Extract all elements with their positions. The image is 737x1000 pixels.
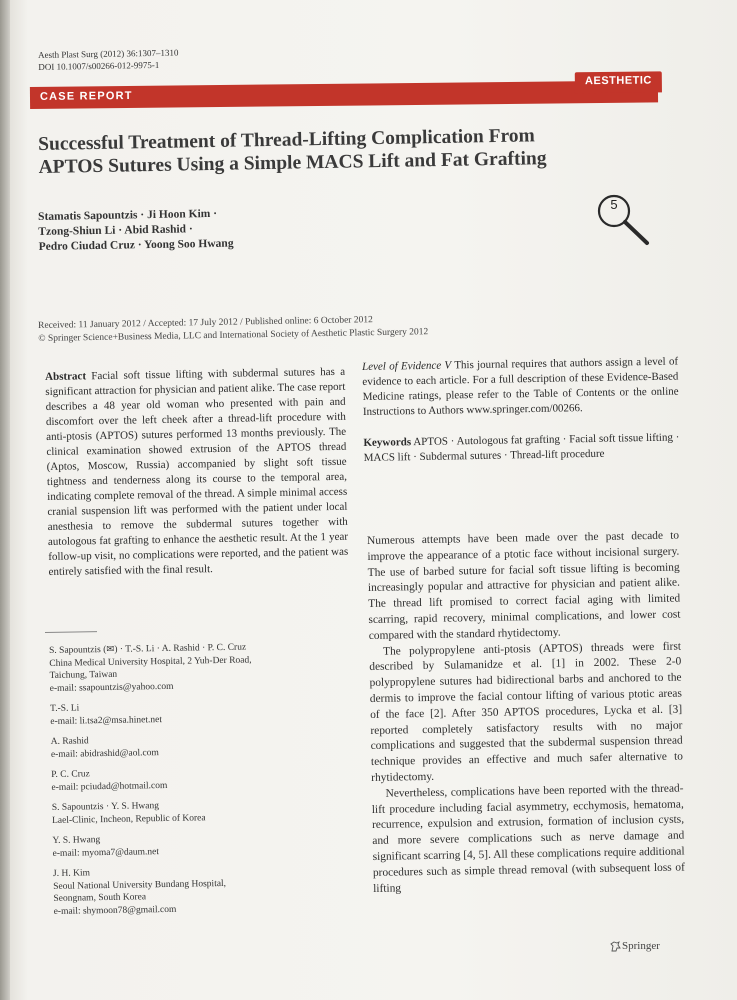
citation-line: Aesth Plast Surg (2012) 36:1307–1310 bbox=[38, 47, 179, 60]
affiliation-line: J. H. Kim bbox=[52, 868, 91, 879]
springer-horse-icon bbox=[609, 940, 622, 953]
evidence-label: Level of Evidence V bbox=[362, 359, 452, 373]
affiliation-email: e-mail: li.tsa2@msa.hinet.net bbox=[50, 714, 163, 727]
body-paragraph: The polypropylene anti-ptosis (APTOS) threads were first described by Sulamanidze et al. [1] in 2002. These 2-0 polypropylene sutures had bidirectional barbs and anchored to the dermis to improve the facial contour lifting of various ptotic areas of the face [2]. After 350 APTOS procedures, Lycka et al. [3] reported completely satisfactory results with no major complications and suggested that the subdermal suspension thread technique provides an effective and much safer alternative to rhytidectomy. bbox=[369, 640, 684, 784]
affiliation-line: T.-S. Li bbox=[50, 703, 80, 714]
affiliation bbox=[51, 731, 331, 761]
right-column-top bbox=[362, 354, 680, 465]
abstract-label: Abstract bbox=[45, 370, 87, 383]
article-title bbox=[38, 123, 599, 179]
affiliation-email: e-mail: abidrashid@aol.com bbox=[50, 747, 159, 760]
author-line: Pedro Ciudad Cruz · Yoong Soo Hwang bbox=[38, 237, 234, 253]
title-line: Successful Treatment of Thread-Lifting Complication From bbox=[38, 125, 536, 155]
affiliation-line: Lael-Clinic, Incheon, Republic of Korea bbox=[51, 812, 206, 826]
affiliation-email: e-mail: shymoon78@gmail.com bbox=[53, 904, 177, 917]
journal-citation bbox=[38, 47, 179, 73]
publisher-logo-text: Springer bbox=[622, 940, 660, 952]
affiliation-email: e-mail: ssapountzis@yahoo.com bbox=[49, 681, 174, 694]
author-line: Tzong-Shiun Li · Abid Rashid · bbox=[38, 223, 193, 238]
dates-line: Received: 11 January 2012 / Accepted: 17 July 2012 / Published online: 6 October 2012 bbox=[38, 315, 373, 331]
keywords-text: APTOS · Autologous fat grafting · Facial soft tissue lifting · MACS lift · Subdermal sutures · Thread-lift procedure bbox=[363, 431, 680, 464]
affiliations bbox=[49, 640, 334, 926]
affiliation bbox=[49, 640, 330, 695]
affiliation-line: Y. S. Hwang bbox=[52, 835, 101, 846]
affiliation-line: P. C. Cruz bbox=[51, 769, 90, 780]
affiliation-line: Seoul National University Bundang Hospital, bbox=[53, 878, 227, 892]
abstract-text: Facial soft tissue lifting with subdermal sutures has a significant attraction for physician and patient alike. The case report describes a 48 year old woman who presented with pain and discomfort over the left cheek after a thread-lift procedure with anti-ptosis (APTOS) sutures performed 13 months previously. The clinical examination showed extrusion of the APTOS thread (Aptos, Moscow, Russia) accompanied by slight soft tissue tightness and tenderness along its course to the temporal area, indicating complete removal of the thread. A simple minimal access cranial suspension lift was performed with the patient under local anesthesia to remove the subdermal sutures together with autologous fat grafting to enhance the aesthetic result. At the 1 year follow-up visit, no complications were reported, and the patient was entirely satisfied with the final result. bbox=[45, 365, 349, 578]
affiliation bbox=[52, 830, 332, 860]
keywords-block bbox=[363, 430, 679, 466]
body-paragraph: Numerous attempts have been made over the past decade to improve the appearance of a ptotic face without incisional surgery. The use of barbed suture for facial soft tissue lifting is becoming increasingly popular and attractive for physician and patient alike. The thread lift promised to correct facial aging with limited scarring, rapid recovery, minimal complications, and lower cost compared with the standard rhytidectomy. bbox=[367, 529, 681, 642]
category-tab: AESTHETIC bbox=[575, 71, 662, 93]
evidence-block bbox=[362, 354, 679, 420]
affiliation-line: A. Rashid bbox=[50, 736, 89, 747]
affiliation-line: S. Sapountzis · Y. S. Hwang bbox=[51, 801, 160, 813]
annotation-number: 5 bbox=[610, 197, 618, 212]
abstract-block bbox=[45, 365, 349, 580]
affiliation bbox=[53, 863, 334, 918]
affiliation-email: e-mail: pciudad@hotmail.com bbox=[51, 780, 168, 793]
affiliation-line: China Medical University Hospital, 2 Yuh-Der Road, bbox=[49, 654, 252, 669]
affiliation-line: S. Sapountzis (✉) · T.-S. Li · A. Rashid · P. C. Cruz bbox=[49, 642, 247, 656]
author-line: Stamatis Sapountzis · Ji Hoon Kim · bbox=[38, 207, 218, 223]
doi-line: DOI 10.1007/s00266-012-9975-1 bbox=[38, 59, 160, 72]
affiliation bbox=[52, 797, 332, 827]
body-paragraph: Nevertheless, complications have been reported with the thread-lift procedure including facial asymmetry, ecchymosis, hematoma, recurrence, expulsion and extrusion, formation of inclusion cysts, and more severe complications such as nerve damage and significant scarring [4, 5]. All these complications require additional procedures such as simple thread removal (with subsequent loss of lifting bbox=[371, 782, 685, 895]
keywords-label: Keywords bbox=[363, 436, 412, 449]
section-label: CASE REPORT bbox=[39, 89, 133, 103]
affiliation bbox=[51, 764, 331, 794]
evidence-text: This journal requires that authors assign a level of evidence to each article. For a full description of these Evidence-Based Medicine ratings, please refer to the Table of Contents or the online Instructions to Authors www.springer.com/00266. bbox=[362, 355, 679, 418]
book-gutter-shadow bbox=[0, 0, 10, 1000]
affiliation bbox=[50, 698, 330, 728]
affiliation-line: Seongnam, South Korea bbox=[53, 892, 147, 904]
author-list bbox=[38, 207, 234, 255]
affiliation-email: e-mail: myoma7@daum.net bbox=[52, 846, 160, 859]
affiliation-line: Taichung, Taiwan bbox=[49, 669, 118, 681]
title-line: APTOS Sutures Using a Simple MACS Lift and Fat Grafting bbox=[38, 148, 547, 178]
article-body bbox=[367, 529, 685, 898]
copyright-line: © Springer Science+Business Media, LLC and International Society of Aesthetic Plastic Surgery 2012 bbox=[38, 326, 429, 344]
magnifier-icon bbox=[592, 191, 658, 251]
